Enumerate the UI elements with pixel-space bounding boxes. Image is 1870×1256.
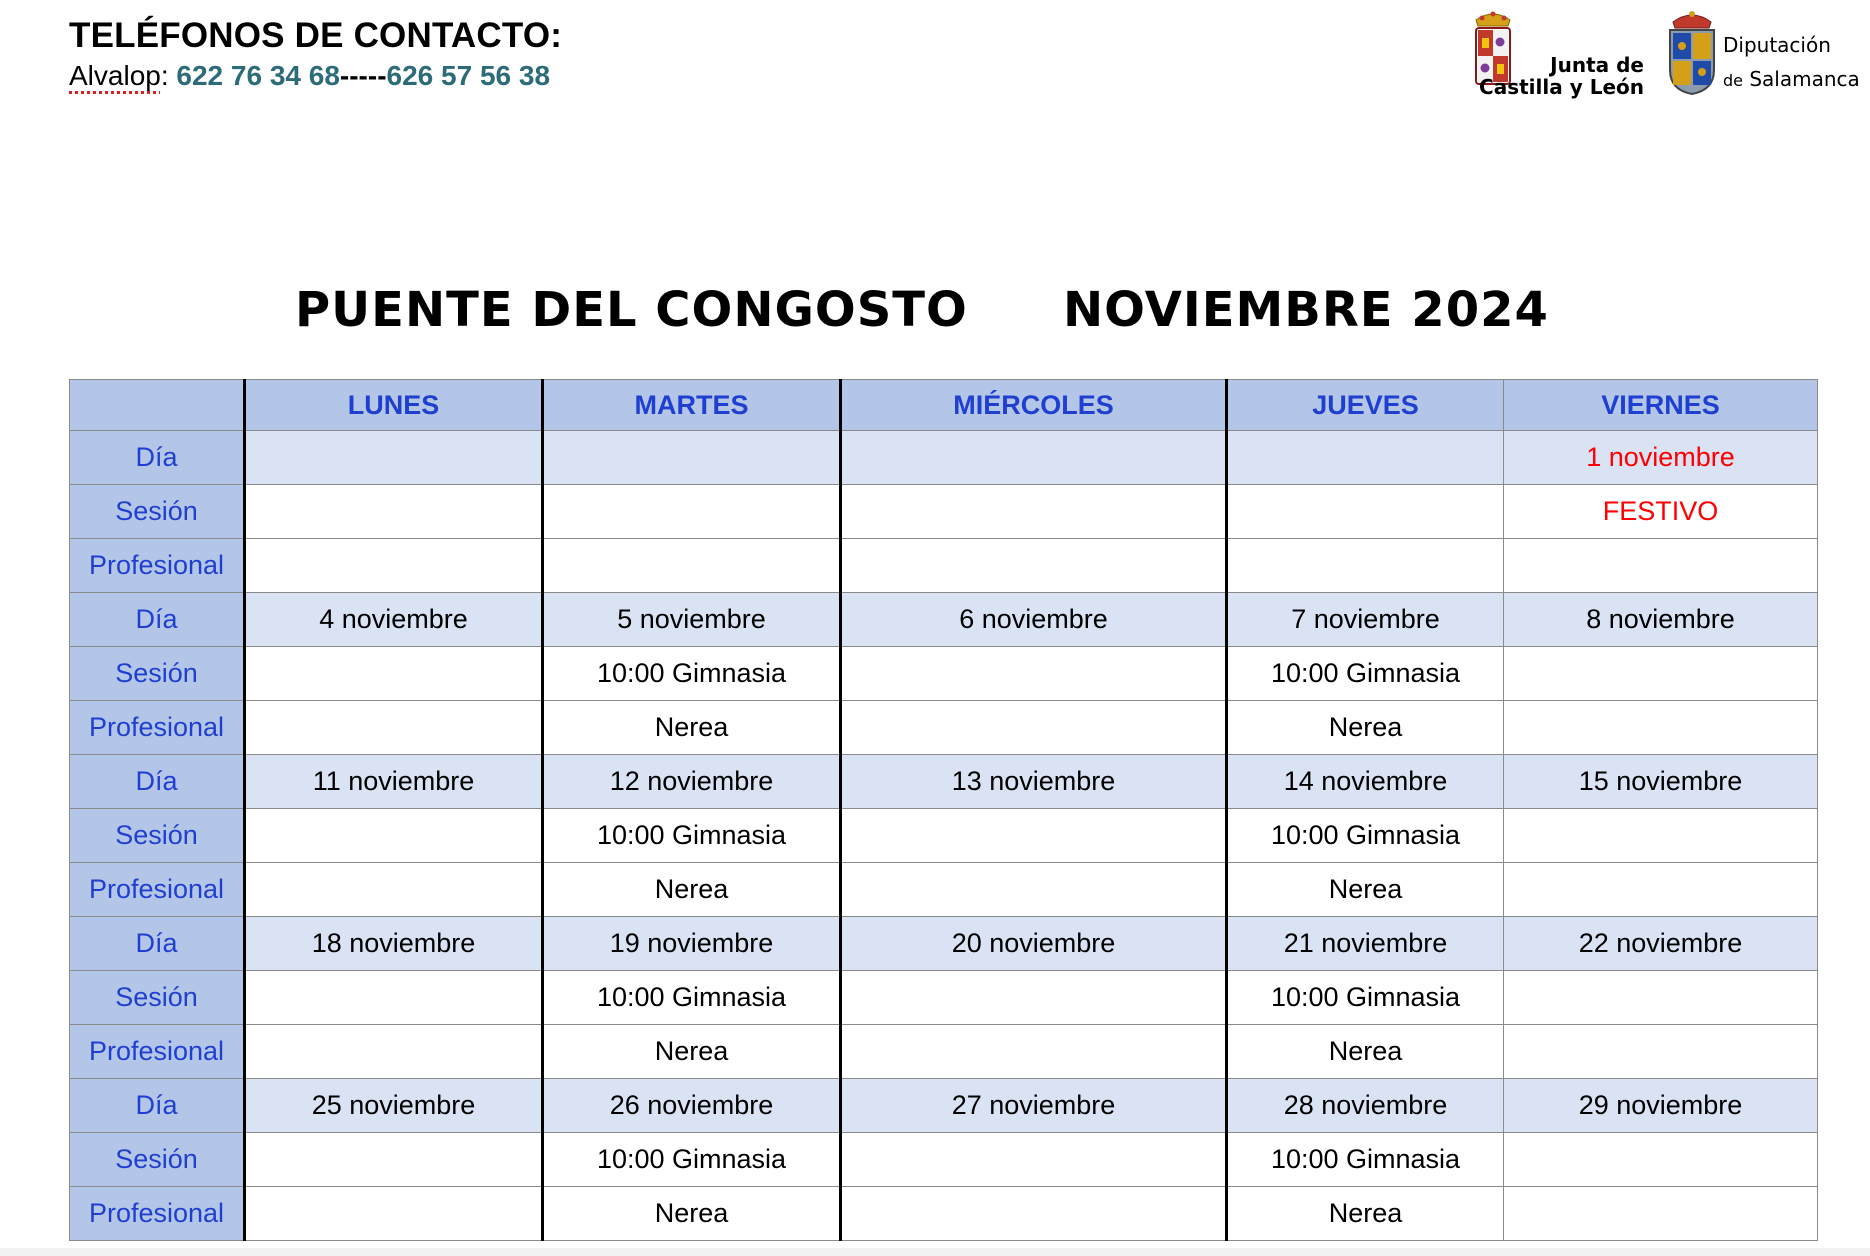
cell-sesion	[841, 485, 1227, 539]
cell-profesional	[245, 1025, 543, 1079]
contact-title: TELÉFONOS DE CONTACTO:	[69, 16, 563, 55]
table-row-dia	[70, 431, 1818, 485]
row-label-profesional: Profesional	[70, 539, 245, 593]
row-label-profesional: Profesional	[70, 1025, 245, 1079]
cell-dia: 29 noviembre	[1504, 1079, 1818, 1133]
table-row-sesion	[70, 809, 1818, 863]
document-month: NOVIEMBRE 2024	[1063, 282, 1549, 338]
cell-dia: 11 noviembre	[245, 755, 543, 809]
row-label-profesional: Profesional	[70, 701, 245, 755]
cell-dia: 5 noviembre	[543, 593, 841, 647]
cell-sesion: FESTIVO	[1504, 485, 1818, 539]
cell-sesion	[841, 1133, 1227, 1187]
phone-2: 626 57 56 38	[386, 60, 551, 91]
cell-dia: 1 noviembre	[1504, 431, 1818, 485]
cell-sesion	[1504, 647, 1818, 701]
page-bottom-edge	[0, 1248, 1870, 1256]
cell-profesional	[543, 539, 841, 593]
cell-sesion: 10:00 Gimnasia	[1227, 1133, 1504, 1187]
cell-dia: 20 noviembre	[841, 917, 1227, 971]
cell-sesion: 10:00 Gimnasia	[1227, 647, 1504, 701]
cell-dia: 28 noviembre	[1227, 1079, 1504, 1133]
company-name: Alvalop	[69, 60, 161, 91]
cell-sesion	[841, 971, 1227, 1025]
cell-dia: 18 noviembre	[245, 917, 543, 971]
diputacion-salamanca-logo	[1665, 8, 1870, 100]
dip-line-1: Diputación	[1723, 33, 1831, 57]
row-label-sesion: Sesión	[70, 485, 245, 539]
cell-dia	[245, 431, 543, 485]
cell-sesion	[245, 971, 543, 1025]
cell-dia: 13 noviembre	[841, 755, 1227, 809]
cell-dia	[1227, 431, 1504, 485]
table-row-dia	[70, 1079, 1818, 1133]
cell-sesion: 10:00 Gimnasia	[543, 971, 841, 1025]
cell-sesion: 10:00 Gimnasia	[543, 809, 841, 863]
cell-profesional	[245, 701, 543, 755]
cell-sesion	[841, 647, 1227, 701]
table-row-profesional	[70, 701, 1818, 755]
cell-profesional	[245, 1187, 543, 1241]
cell-sesion: 10:00 Gimnasia	[543, 647, 841, 701]
cell-profesional	[841, 1025, 1227, 1079]
dip-line-2: Salamanca	[1749, 67, 1860, 91]
row-label-sesion: Sesión	[70, 647, 245, 701]
cell-dia: 7 noviembre	[1227, 593, 1504, 647]
header-corner	[70, 380, 245, 431]
cell-dia: 15 noviembre	[1504, 755, 1818, 809]
dip-coat-of-arms-icon	[1665, 8, 1719, 96]
cell-dia: 12 noviembre	[543, 755, 841, 809]
cell-dia: 27 noviembre	[841, 1079, 1227, 1133]
cell-dia: 14 noviembre	[1227, 755, 1504, 809]
schedule-table	[69, 379, 1818, 1241]
cell-profesional	[841, 701, 1227, 755]
jcyl-line-1: Junta de	[1550, 53, 1644, 77]
phone-separator: -----	[339, 60, 387, 91]
cell-profesional: Nerea	[1227, 1025, 1504, 1079]
cell-profesional: Nerea	[543, 1025, 841, 1079]
cell-sesion: 10:00 Gimnasia	[543, 1133, 841, 1187]
cell-dia: 22 noviembre	[1504, 917, 1818, 971]
row-label-dia: Día	[70, 431, 245, 485]
table-row-dia	[70, 593, 1818, 647]
row-label-dia: Día	[70, 755, 245, 809]
document-title: PUENTE DEL CONGOSTO	[295, 282, 968, 338]
contact-line	[69, 60, 550, 92]
cell-dia	[841, 431, 1227, 485]
cell-profesional: Nerea	[543, 1187, 841, 1241]
header-row	[70, 380, 1818, 431]
dip-line-2-prefix: de	[1723, 71, 1743, 90]
table-row-sesion	[70, 485, 1818, 539]
cell-profesional: Nerea	[543, 863, 841, 917]
cell-profesional	[245, 863, 543, 917]
row-label-profesional: Profesional	[70, 1187, 245, 1241]
table-row-profesional	[70, 1187, 1818, 1241]
cell-sesion	[245, 1133, 543, 1187]
header-miercoles: MIÉRCOLES	[841, 380, 1227, 431]
table-row-sesion	[70, 1133, 1818, 1187]
cell-sesion	[245, 809, 543, 863]
cell-sesion: 10:00 Gimnasia	[1227, 809, 1504, 863]
cell-profesional	[1504, 539, 1818, 593]
cell-sesion	[841, 809, 1227, 863]
table-row-profesional	[70, 1025, 1818, 1079]
jcyl-text	[1479, 54, 1644, 98]
cell-dia: 6 noviembre	[841, 593, 1227, 647]
schedule-body	[70, 431, 1818, 1241]
row-label-sesion: Sesión	[70, 1133, 245, 1187]
table-row-sesion	[70, 647, 1818, 701]
row-label-profesional: Profesional	[70, 863, 245, 917]
header-jueves: JUEVES	[1227, 380, 1504, 431]
cell-profesional: Nerea	[1227, 701, 1504, 755]
row-label-sesion: Sesión	[70, 971, 245, 1025]
cell-sesion	[543, 485, 841, 539]
cell-profesional: Nerea	[1227, 1187, 1504, 1241]
cell-sesion	[1227, 485, 1504, 539]
row-label-dia: Día	[70, 917, 245, 971]
cell-sesion	[1504, 1133, 1818, 1187]
cell-dia	[543, 431, 841, 485]
header-lunes: LUNES	[245, 380, 543, 431]
table-row-dia	[70, 917, 1818, 971]
row-label-dia: Día	[70, 1079, 245, 1133]
cell-dia: 21 noviembre	[1227, 917, 1504, 971]
table-row-dia	[70, 755, 1818, 809]
header-viernes: VIERNES	[1504, 380, 1818, 431]
junta-castilla-leon-logo	[1470, 8, 1650, 100]
header-martes: MARTES	[543, 380, 841, 431]
cell-profesional: Nerea	[1227, 863, 1504, 917]
row-label-sesion: Sesión	[70, 809, 245, 863]
cell-profesional	[1504, 863, 1818, 917]
table-row-sesion	[70, 971, 1818, 1025]
cell-profesional	[841, 539, 1227, 593]
dip-text	[1723, 28, 1860, 98]
jcyl-line-2: Castilla y León	[1479, 75, 1644, 99]
cell-sesion	[245, 485, 543, 539]
row-label-dia: Día	[70, 593, 245, 647]
cell-profesional	[841, 863, 1227, 917]
cell-profesional	[1504, 1025, 1818, 1079]
cell-dia: 19 noviembre	[543, 917, 841, 971]
cell-profesional	[1504, 1187, 1818, 1241]
cell-dia: 26 noviembre	[543, 1079, 841, 1133]
cell-sesion	[1504, 809, 1818, 863]
cell-dia: 25 noviembre	[245, 1079, 543, 1133]
cell-profesional: Nerea	[543, 701, 841, 755]
cell-profesional	[245, 539, 543, 593]
cell-profesional	[1504, 701, 1818, 755]
colon: :	[160, 60, 169, 91]
cell-dia: 4 noviembre	[245, 593, 543, 647]
cell-profesional	[841, 1187, 1227, 1241]
phone-1: 622 76 34 68	[176, 60, 340, 91]
table-row-profesional	[70, 539, 1818, 593]
table-row-profesional	[70, 863, 1818, 917]
cell-sesion	[1504, 971, 1818, 1025]
cell-dia: 8 noviembre	[1504, 593, 1818, 647]
cell-sesion: 10:00 Gimnasia	[1227, 971, 1504, 1025]
cell-profesional	[1227, 539, 1504, 593]
cell-sesion	[245, 647, 543, 701]
